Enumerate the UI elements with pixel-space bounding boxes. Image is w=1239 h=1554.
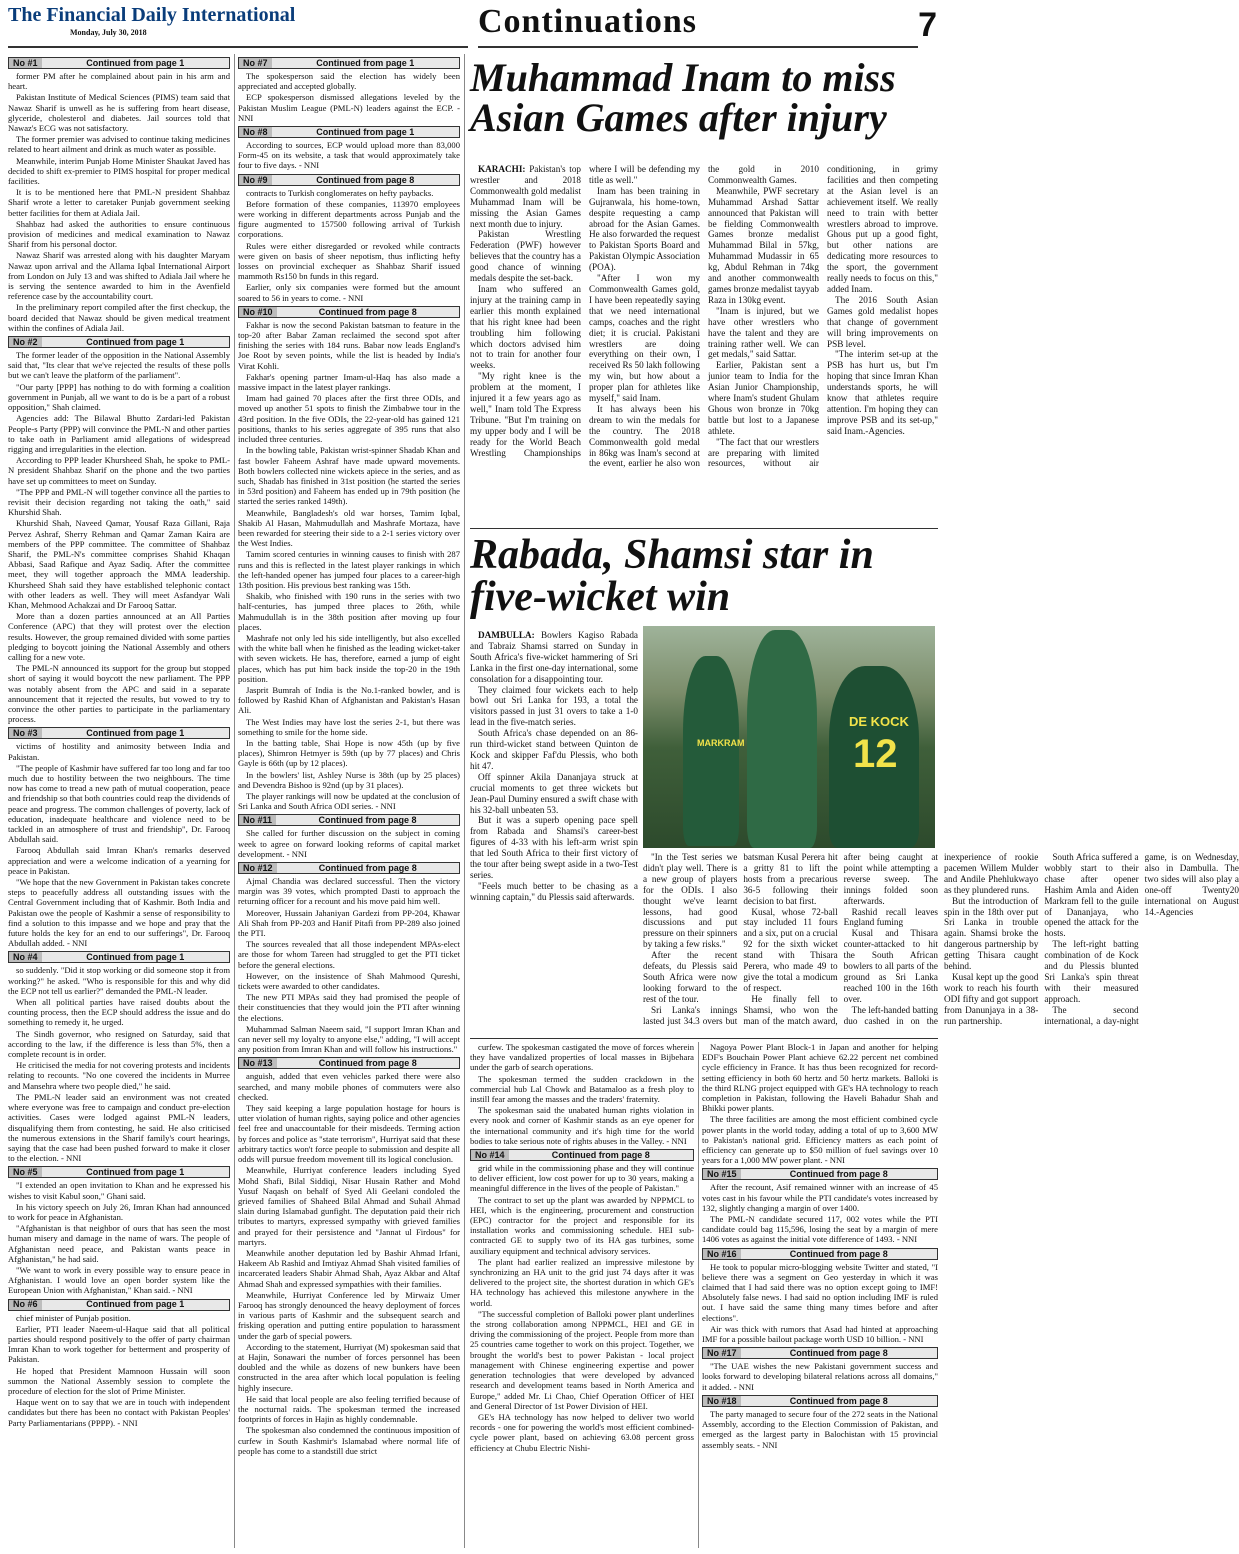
article-paragraph: In the preliminary report compiled after the first checkup, the board decided that Nawaz should be given medical treatment within the confines of Adiala Jail. xyxy=(8,302,230,333)
story-paragraph xyxy=(743,907,837,994)
article-paragraph: "Our party [PPP] has nothing to do with forming a coalition government in Punjab, all we want to do is be a part of a robust opposition," Shah claimed. xyxy=(8,381,230,413)
article-paragraph: She called for further discussion on the subject in coming week to agree on forward looking reforms of capital market development. - NNI xyxy=(238,828,460,859)
cricket-photo xyxy=(643,626,935,848)
continued-text: Continued from page xyxy=(86,1299,177,1310)
story-text: South Africa suffered a wobbly start to their chase after opener Hashim Amla and Aiden Markram fell to the guile of Dananjaya, who opened the attack for the hosts. xyxy=(1044,852,1139,939)
article-paragraph: According to the statement, Hurriyat (M) spokesman said that at Hajin, Sonawari the number of forces personnel has been doubled and the while as dozens of new bunkers have been constructed in the area after which local population is feeling highly insecure. xyxy=(238,1341,460,1393)
article-paragraph: They said keeping a large population hostage for hours is utter violation of human rights, saying police and other agencies feel free and unaccountable for their misdeeds. Terming action by forces and police as "state terrorism", Hurriyat said that these arbitrary tactics won't force people to submission and despite all odds will pursue freedom movement till its logical conclusion. xyxy=(238,1103,460,1165)
article-paragraph: The spokesman also condemned the continuous imposition of curfew in South Kashmir's Islamabad where normal life of people has come to a standstill due strict xyxy=(238,1425,460,1456)
continued-page: 8 xyxy=(882,1348,888,1359)
continued-page: 8 xyxy=(411,1058,417,1069)
article-paragraph: The contract to set up the plant was awarded by NPPMCL to HEI, which is the engineering, procurement and construction (EPC) contractor for the project and responsible for its installation works and commissioning schedule. HEI sub-contracted GE to supply two of its HA gas turbines, some auxiliary equipment and technical advisory services. xyxy=(470,1194,694,1256)
article-paragraph: The plant had earlier realized an impressive milestone by synchronizing an HA unit to the grid just 74 days after it was delivered to the project site, the shortest duration in which GE's HA technology has achieved this milestone anywhere in the world. xyxy=(470,1256,694,1308)
article-paragraph: Farooq Abdullah said Imran Khan's remarks deserved appreciation and were a welcome indication of a yearning for peace in Pakistan. xyxy=(8,845,230,876)
article-paragraph: The spokesman said the unabated human rights violation in every nook and corner of Kashmir stands as an eye opener for the international community and it's high time for the world bodies to take serious note of rights abuses in the Valley. - NNI xyxy=(470,1105,694,1146)
article-paragraph: "The UAE wishes the new Pakistani government success and looks forward to developing bilateral relations across all domains," it added. - NNI xyxy=(702,1361,938,1392)
continued-bar xyxy=(238,1057,460,1069)
continued-page: 8 xyxy=(644,1149,650,1160)
article-paragraph: He hoped that President Mamnoon Hussain will soon summon the National Assembly session to complete the procedure of election for the slot of Prime Minister. xyxy=(8,1365,230,1396)
article-paragraph: Shahbaz had asked the authorities to ensure continuous provision of medicines and medical examination to Nawaz Sharif from his personal doctor. xyxy=(8,218,230,250)
article-paragraph: "Afghanistan is that neighbor of ours that has seen the most human misery and damage in the name of wars. The people of Afghanistan need peace, and Pakistan wants peace in Afghanistan," he had said. xyxy=(8,1223,230,1264)
article-paragraph: Fakhar's opening partner Imam-ul-Haq has also made a massive impact in the latest player rankings. xyxy=(238,371,460,393)
article-paragraph: chief minister of Punjab position. xyxy=(16,1312,131,1323)
article-paragraph: Meanwhile, Bangladesh's old war horses, Tamim Iqbal, Shakib Al Hasan, Mahmudullah and Mashrafe Mortaza, have been rewarded for steering their side to a 2-1 series victory over the West Indies. xyxy=(238,507,460,549)
continued-bar xyxy=(8,1299,230,1311)
article-paragraph: Earlier, only six companies were formed but the amount soared to 56 in years to come. - NNI xyxy=(238,282,460,303)
article-paragraph: After the recount, Asif remained winner with an increase of 45 votes cast in his favour while the PTI candidate's votes increased by 132, slightly changing a margin of over 1400. xyxy=(702,1182,938,1213)
continued-page: 1 xyxy=(179,336,185,347)
story-text: Off spinner Akila Dananjaya struck at crucial moments to get three wickets but Jean-Paul Duminy ensured a swift chase with his 32-ball unbeaten 53. xyxy=(470,771,638,815)
continued-text: Continued from page xyxy=(86,1167,177,1178)
article-paragraph: The spokesperson said the election has widely been appreciated and accepted globally. xyxy=(238,71,460,92)
story-text: The 2016 South Asian Games gold medalist hopes that change of government will bring improvements on PSB level. xyxy=(827,294,938,349)
article-paragraph: The Sindh governor, who resigned on Saturday, said that according to the law, if the difference is less than 5%, then a complete recount is in order. xyxy=(8,1028,230,1060)
article-paragraph: The three facilities are among the most efficient combined cycle power plants in the world today, adding a total of up to 3,600 MW to Pakistan's national grid. Efficiency matters as each point of efficiency can generate up to $50 million of fuel savings over 10 years for a 1,000 MW power plant. - NNI xyxy=(702,1114,938,1166)
story-paragraph xyxy=(643,852,737,950)
article-paragraph: The former leader of the opposition in the National Assembly said that, "Its clear that we've rejected the results of these polls but we can't leave the platform of the parliament". xyxy=(8,350,230,381)
story-text: Pakistan Wrestling Federation (PWF) however believes that the country has a good chance of winning medals despite the set-back. xyxy=(470,229,581,284)
story-1-headline: Muhammad Inam to miss Asian Games after injury xyxy=(470,55,896,140)
continued-bar xyxy=(238,814,460,826)
article-paragraph: However, on the insistence of Shah Mahmood Qureshi, tickets were awarded to other candidates. xyxy=(238,970,460,992)
story-text: Kusal and Thisara counter-attacked to hit the South African bowlers to all parts of the ground as Sri Lanka reached 100 in the 16th over. xyxy=(843,928,938,1004)
article-paragraph: Tamim scored centuries in winning causes to finish with 287 runs and this is reflected in the latest player rankings in which the left-handed opener has jumped four places to a career-high 13th position. His previous best ranking was 15th. xyxy=(238,549,460,590)
article-paragraph: The sources revealed that all those independent MPAs-elect are those for whom Tareen had struggled to get the PTI ticket before the general elections. xyxy=(238,939,460,970)
continued-text: Continued from page xyxy=(86,952,177,963)
article-paragraph: Mashrafe not only led his side intelligently, but also excelled with the white ball when he finished as the leading wicket-taker with seven wickets. He has, therefore, earned a jump of eight places, which has put him back inside the top-20 in the 19th position. xyxy=(238,632,460,684)
article-paragraph: Meanwhile, Hurriyat conference leaders including Syed Mohd Shafi, Bilal Siddiqi, Nisar Husain Rather and Mohd Yusuf Naqash on behalf of Syed Ali Geelani condoled the grieved families of Shaheed Bilal Ahmad and Suhail Ahmad slain during Islamabad gunfight. The deputation paid their rich tributes to martyrs, expressed sympathy with grieved families and prayed for their persistence and "Jannat ul Firdous" for martyrs. xyxy=(238,1165,460,1247)
continued-text: Continued from page xyxy=(318,1058,410,1069)
continued-bar xyxy=(238,57,460,69)
continued-text: Continued from page xyxy=(316,126,407,137)
continued-bar xyxy=(8,57,230,69)
story-2-headline: Rabada, Shamsi star in five-wicket win xyxy=(470,532,874,620)
continued-text: Continued from page xyxy=(789,1248,881,1259)
article-paragraph: Meanwhile another deputation led by Bashir Ahmad Irfani, Hakeem Ab Rashid and Imtiyaz Ahmad Shah visited families of incarcerated leaders Shabir Ahmad Shah, Ayaz Akbar and Altaf Ahmad Shah and expressed sympathies with their families. xyxy=(238,1247,460,1289)
article-paragraph: The spokesman termed the sudden crackdown in the commercial hub Lal Chowk and Batamaloo as a fresh ploy to instill fear among the masses and the traders' fraternity. xyxy=(470,1073,694,1105)
continued-from-label xyxy=(277,307,459,317)
publication-title: The Financial Daily International xyxy=(8,4,296,26)
article-paragraph: anguish, added that even vehicles parked there were also searched, and many mobile phones of commuters were also checked. xyxy=(238,1071,460,1102)
continued-from-label xyxy=(277,863,459,873)
story-paragraph xyxy=(470,229,581,284)
continuation-number: No #5 xyxy=(9,1167,42,1177)
continuation-number: No #6 xyxy=(9,1300,42,1310)
continued-from-label xyxy=(272,175,459,185)
article-paragraph: so suddenly. "Did it stop working or did someone stop it from working?" he asked. "Who is responsible for this and why did the ECP not tell us earlier?" demanded the PML-N leader. xyxy=(8,965,230,996)
article-paragraph: "We hope that the new Government in Pakistan takes concrete steps to peacefully address all outstanding issues with the Central Government including that of Kashmir. Both India and Pakistan owe the people of Kashmir a sense of responsibility to find a solution to this impasse and we hope and pray that the future holds the key for an end to our sufferings", Dr. Farooq Abdullah added. - NNI xyxy=(8,877,231,949)
story-paragraph xyxy=(844,928,938,1004)
story-text: The left-right batting combination of de Kock and du Plessis blunted Sri Lanka's spin threat with their measured approach. xyxy=(1044,939,1139,1004)
continued-page: 8 xyxy=(882,1248,888,1259)
continuation-number: No #14 xyxy=(471,1150,509,1160)
story-paragraph xyxy=(470,728,638,772)
story-2-lead-column xyxy=(470,630,638,1034)
article-paragraph: The West Indies may have lost the series 2-1, but there was something to smile for the home side. xyxy=(238,716,460,737)
story-paragraph xyxy=(1044,852,1138,939)
continued-from-label xyxy=(509,1150,693,1160)
continuation-number: No #9 xyxy=(239,175,272,185)
continued-bar xyxy=(8,951,230,963)
continued-bar xyxy=(238,862,460,874)
continuation-number: No #4 xyxy=(9,952,42,962)
section-header xyxy=(478,2,918,48)
story-text: "Feels much better to be chasing as a winning captain," du Plessis said afterwards. xyxy=(470,880,638,902)
story-paragraph xyxy=(470,164,581,229)
story-paragraph xyxy=(470,881,638,903)
continuation-number: No #7 xyxy=(239,58,272,68)
continued-from-label xyxy=(741,1348,937,1358)
story-paragraph xyxy=(844,907,938,929)
article-paragraph: Agencies add: The Bilawal Bhutto Zardari-led Pakistan People-s Party (PPP) will convince the PML-N and other parties to take oath in Parliament amid allegations of widespread rigging and irregularities in the election. xyxy=(8,413,230,454)
continued-bar xyxy=(702,1168,938,1180)
article-paragraph: Muhammad Salman Naeem said, "I support Imran Khan and can never sell my loyalty to anyone else," adding, "I will accept any position from Imran Khan and will follow his instructions." xyxy=(238,1023,460,1055)
section-title: Continuations xyxy=(478,3,697,40)
column-1 xyxy=(8,54,230,1548)
article-paragraph: Pakistan Institute of Medical Sciences (PIMS) team said that Nawaz Sharif is unwell as he is suffering from heart disease, glyceride, cholesterol and diabetes. Jail sources told that Nawaz's ECG was not satisfactory. xyxy=(8,92,230,134)
article-paragraph: "We want to work in every possible way to ensure peace in Afghanistan. I would love an open border system like the European Union with Afghanistan," Khan said. - NNI xyxy=(8,1264,230,1296)
article-paragraph: curfew. The spokesman castigated the move of forces wherein they have vandalized properties of local masses in Bijbehara under the garb of search operations. xyxy=(470,1042,694,1073)
article-paragraph: He criticised the media for not covering protests and incidents relating to recounts. "No one covered the incidents in Murree and Mansehra where two people died," he said. xyxy=(8,1060,230,1091)
continued-text: Continued from page xyxy=(551,1149,643,1160)
continued-bar xyxy=(238,306,460,318)
continued-text: Continued from page xyxy=(316,57,407,68)
story-paragraph xyxy=(827,295,938,350)
masthead xyxy=(8,4,468,48)
issue-date: Monday, July 30, 2018 xyxy=(70,28,147,37)
continued-from-label xyxy=(42,337,229,347)
continued-text: Continued from page xyxy=(86,728,177,739)
dateline: DAMBULLA: xyxy=(478,630,535,640)
continued-text: Continued from page xyxy=(318,862,410,873)
story-text: The left-handed batting duo cashed in on the inexperience of rookie pacemen Willem Mulder and Andile Phehlukwayo as they plundered runs. xyxy=(843,852,1039,1026)
story-1-body xyxy=(470,164,938,524)
article-paragraph: Ajmal Chandia was declared successful. Then the victory margin was 39 votes, which prompted Dasti to approach the returning officer for a recount and his move paid him well. xyxy=(238,876,460,907)
story-text: But the introduction of spin in the 18th over put Sri Lanka in trouble again. Shamsi broke the dangerous partnership by getting Thisara caught behind. xyxy=(943,895,1039,972)
continued-bar xyxy=(702,1248,938,1260)
continued-text: Continued from page xyxy=(86,336,177,347)
article-paragraph: He took to popular micro-blogging website Twitter and stated, "I believe there was a segment on Geo yesterday in which it was claimed that I had said there was no option except going to IMF! Absolutely false news. I had said no option including IMF is ruled out. I have said the same thing many times before and after elections". xyxy=(702,1261,938,1323)
story-text: "In the Test series we didn't play well. There is a new group of players for the ODIs. I also thought we've learnt lessons, had good discussions and put pressure on their spinners by taking a few risks." xyxy=(643,852,738,950)
continued-from-label xyxy=(741,1249,937,1259)
story-paragraph xyxy=(589,186,700,273)
article-paragraph: ECP spokesperson dismissed allegations leveled by the Pakistan Muslim League (PML-N) leaders against the ECP. - NNI xyxy=(238,92,460,123)
continued-page: 8 xyxy=(411,815,417,826)
story-paragraph xyxy=(944,972,1038,1027)
article-paragraph: Air was thick with rumors that Asad had hinted at approaching IMF for a possible bailout package worth USD 10 billion. - NNI xyxy=(702,1323,938,1345)
story-text: South Africa's chase depended on an 86-run third-wicket stand between Quinton de Kock and skipper Faf'du Plessis, who both hit 47. xyxy=(470,728,638,771)
article-paragraph: Meanwhile, Hurriyat Conference led by Mirwaiz Umer Farooq has strongly denounced the heavy deployment of forces in various parts of Kashmir and the subsequent search and frisking operation and putting entire population to harassment under the garb of special powers. xyxy=(238,1289,460,1341)
continued-page: 1 xyxy=(179,1299,185,1310)
continued-bar xyxy=(702,1395,938,1407)
continued-bar xyxy=(8,336,230,348)
continuation-number: No #13 xyxy=(239,1058,277,1068)
continued-page: 1 xyxy=(179,728,185,739)
dateline: KARACHI: xyxy=(478,164,526,174)
continuation-number: No #1 xyxy=(9,58,42,68)
story-paragraph xyxy=(470,685,638,729)
continued-bar xyxy=(470,1149,694,1161)
continued-from-label xyxy=(272,127,459,137)
story-text: Earlier, Pakistan sent a junior team to India for the Asian Junior Championship, where Inam's student Ghulam Ghous won bronze in 70kg battle but lost to a Japanese athlete. xyxy=(708,360,819,436)
continued-page: 8 xyxy=(411,306,417,317)
story-2-lower-columns xyxy=(643,852,1239,1034)
article-paragraph: "I extended an open invitation to Khan and he expressed his wishes to visit Kabul soon," Ghani said. xyxy=(8,1180,230,1201)
article-paragraph: Imam had gained 70 places after the first three ODIs, and moved up another 51 spots to finish the Zimbabwe tour in the 43rd position. In the five ODIs, the 22-year-old has gained 121 positions, thanks to his series aggregate of 395 runs that also included three centuries. xyxy=(238,393,460,445)
article-paragraph: "The successful completion of Balloki power plant underlines the strong collaboration among NPPMCL, HEI and GE in driving the commissioning of the project. People from more than 25 countries came together to work on this project. Together, we brought the world's best to power Pakistan - local project management with Chinese engineering expertise and power generation technologies that were developed by advanced research and development teams based in North America and Europe," added Mr. Li Chao, Chief Operation Officer of HEI and General Director of 1st Power Division of HEI. xyxy=(470,1308,694,1411)
continued-page: 8 xyxy=(411,862,417,873)
page-number: 7 xyxy=(918,6,937,44)
story-text: Kusal kept up the good work to reach his fourth ODI fifty and got support from Danunjaya in a 38-run partnership. xyxy=(943,971,1039,1026)
article-paragraph: Shakib, who finished with 190 runs in the series with two half-centuries, has jumped three places to 26th, while Mahmudullah is in the 38th position after moving up four places. xyxy=(238,591,460,632)
story-paragraph xyxy=(470,815,638,880)
continued-page: 1 xyxy=(179,952,185,963)
article-paragraph: When all political parties have raised doubts about the counting process, then the ECP should address the issue and do something to remedy it, he urged. xyxy=(8,997,230,1028)
continued-from-label xyxy=(272,58,459,68)
continued-page: 8 xyxy=(882,1395,888,1406)
continued-bar xyxy=(8,727,230,739)
story-text: Pakistan's top wrestler and 2018 Commonwealth gold medalist Muhammad Inam will be missing the Asian Games next month due to injury. xyxy=(470,164,582,229)
article-paragraph: The party managed to secure four of the 272 seats in the National Assembly, according to the Election Commission of Pakistan, and emerged as the largest party in Balochistan with 15 provincial assembly seats. - NNI xyxy=(702,1408,938,1450)
story-text: Meanwhile, PWF secretary Muhammad Arshad Sattar announced that Pakistan will be fielding Commonwealth Games bronze medalist Muhammad Bilal in 57kg, Muhammad Mudassir in 65 kg, Abdul Rehman in 74kg and another commonwealth games bronze medalist tayyab Raza in 130kg event. xyxy=(708,185,819,305)
continuation-number: No #18 xyxy=(703,1396,741,1406)
story-text: "The interim set-up at the PSB has hurt us, but I'm hoping that since Imran Khan understands sports, he will know that athletes require attention. I'm hoping they can improve PSB and its set-up," said Inam.-Agencies. xyxy=(827,349,938,436)
article-paragraph: He said that local people are also feeling terrified because of the nocturnal raids. The spokesman termed the increased footprints of forces in Hajin as highly condemnable. xyxy=(238,1393,460,1425)
story-paragraph xyxy=(470,772,638,816)
continuation-number: No #17 xyxy=(703,1348,741,1358)
article-paragraph: Meanwhile, interim Punjab Home Minister Shaukat Javed has decided to shift ex-premier to PIMS hospital for proper medical facilities. xyxy=(8,155,230,187)
column-4-lower xyxy=(702,1042,938,1548)
article-paragraph: victims of hostility and animosity between India and Pakistan. xyxy=(8,741,230,762)
continuation-number: No #16 xyxy=(703,1249,741,1259)
article-paragraph: Nagoya Power Plant Block-1 in Japan and another for helping EDF's Bouchain Power Plant achieve 62.22 percent net combined cycle efficiency in France. It has thus been recognized for record-setting efficiency in both 60 hertz and 50 hertz markets. Balloki is the third RLNG project equipped with GE's HA technology to reach completion in Pakistan, following the Haveli Bahadur Shah and Bhikki power plants. xyxy=(702,1042,938,1114)
continuation-number: No #10 xyxy=(239,307,277,317)
story-text: After the recent defeats, du Plessis said South Africa were now looking forward to the rest of the tour. xyxy=(643,950,738,1004)
continued-text: Continued from page xyxy=(789,1348,881,1359)
story-text: Rashid recall leaves England fuming xyxy=(843,906,938,928)
article-paragraph: "The PPP and PML-N will together convince all the parties to revisit their decision regarding not taking the oath," said Khurshid Shah. xyxy=(8,486,230,518)
continuation-number: No #2 xyxy=(9,337,42,347)
story-paragraph xyxy=(470,284,581,371)
continued-from-label xyxy=(42,1299,229,1309)
story-paragraph xyxy=(589,273,700,404)
story-paragraph xyxy=(1044,939,1138,1004)
continuation-number: No #3 xyxy=(9,728,42,738)
story-paragraph xyxy=(708,306,819,361)
article-paragraph: contracts to Turkish conglomerates on hefty paybacks. xyxy=(246,187,434,198)
continued-bar xyxy=(8,1166,230,1178)
continued-from-label xyxy=(42,58,229,68)
story-text: "The fact that our wrestlers are preparing with limited resources, without air conditioning, in grimy facilities and then competing at the Asian level is an achievement itself. We really need to train with better wrestlers abroad to improve. Ghous put up a good fight, but other nations are dedicating more resources to the sport, the government really needs to focus on this," added Inam. xyxy=(708,164,938,469)
continuation-number: No #8 xyxy=(239,127,272,137)
continued-page: 8 xyxy=(882,1169,888,1180)
story-paragraph xyxy=(708,360,819,436)
continued-from-label xyxy=(741,1396,937,1406)
continued-page: 1 xyxy=(179,57,185,68)
story-text: It has always been his dream to win the medals for the country. The 2018 Commonwealth gold medal in 86kg was Inam's second at the event, earlier he also won the gold in 2010 Commonwealth Games. xyxy=(589,164,819,469)
story-text: "Inam is injured, but we have other wrestlers who have the talent and they are training rather well. We can get medals," said Sattar. xyxy=(708,305,819,360)
column-3-lower xyxy=(470,1042,694,1548)
article-paragraph: Earlier, PTI leader Naeem-ul-Haque said that all political parties should respond positively to the offer of party chairman Imran Khan to work together for betterment and prosperity of Pakistan. xyxy=(8,1323,230,1365)
article-paragraph: Nawaz Sharif was arrested along with his daughter Maryam Nawaz upon arrival and the Allama Iqbal International Airport from London on July 13 and was shifted to Adiala Jail where he is serving the sentence awarded to him in the Avenfield reference case by the accountability court. xyxy=(8,250,230,302)
continued-from-label xyxy=(277,1058,459,1068)
article-paragraph: The PML-N announced its support for the group but stopped short of saying it would boycott the new parliament. The PPP was notably absent from the APC and said in a separate announcement that it rejected the results, but vowed to try to convince the other parties to participate in the parliamentary process. xyxy=(8,663,230,725)
continued-page: 1 xyxy=(409,57,415,68)
article-paragraph: The PML-N leader said an environment was not created where everyone was free to campaign and conduct pre-election activities. Cases were lodged against PML-N leaders, disqualifying them from contesting, he said. He also criticised the numerous extensions in the Sharif family's court hearings, saying that the case had been pushed forward to make it closer to the election. - NNI xyxy=(8,1091,230,1164)
article-paragraph: According to PPP leader Khursheed Shah, he spoke to PML-N president Shahbaz Sharif on the phone and the two parties have set up committees to meet on Sunday. xyxy=(8,455,230,486)
article-paragraph: GE's HA technology has now helped to deliver two world records - one for powering the world's most efficient combined-cycle power plant, based on achieving 63.08 percent gross efficiency at Chubu Electric Nishi- xyxy=(470,1411,694,1453)
article-paragraph: "The people of Kashmir have suffered far too long and far too much due to hostility between the two neighbours. The time now has come to tread a new path of mutual cooperation, peace and friendship so that both countries could reap the dividends of peace and progress. The common challenges of poverty, lack of education, inadequate healthcare and violence need to be tackled in an atmosphere of trust and friendship", Dr. Farooq Abdullah said. xyxy=(8,762,230,845)
article-paragraph: Fakhar is now the second Pakistan batsman to feature in the top-20 after Babar Zaman reclaimed the second spot after finishing the series with 184 runs. Babar now leads England's Joe Root by seven points, while the list is headed by India's Virat Kohli. xyxy=(238,319,460,371)
continued-text: Continued from page xyxy=(789,1395,881,1406)
continued-text: Continued from page xyxy=(318,306,410,317)
story-text: "After I won my Commonwealth Games gold, I have been repeatedly saying that we need international camps, coaches and the right diet; it is crucial. Pakistani wrestlers are doing everything on their own, I received Rs 50 lakh following my win, but how about a proper plan for athletes like myself," said Inam. xyxy=(589,273,700,404)
continued-from-label xyxy=(276,815,459,825)
story-text: But it was a superb opening pace spell from Rabada and Shamsi's career-best figures of 4-33 with his left-arm wrist spin that led South Africa to their first victory of the tour after being swept aside in a two-Test series. xyxy=(470,815,638,880)
article-paragraph: It is to be mentioned here that PML-N president Shahbaz Sharif wrote a letter to caretaker Punjab government seeking better facilities for them at Adiala Jail. xyxy=(8,187,230,218)
continued-from-label xyxy=(42,728,229,738)
article-paragraph: In the batting table, Shai Hope is now 45th (up by five places), Shimron Hetmyer is 59th (up by 77 places) and Chris Gayle is 66th (up by 12 places). xyxy=(238,737,460,769)
story-paragraph xyxy=(944,896,1038,972)
story-paragraph xyxy=(827,349,938,436)
story-text: Inam who suffered an injury at the training camp in earlier this month explained that his right knee had been troubling him following which doctors advised him not to train for another four weeks. xyxy=(470,283,581,371)
article-paragraph: Haque went on to say that we are in touch with independent candidates but there has been no contact with Pakistan Peoples' Party Parliamentarians (PPPP). - NNI xyxy=(8,1397,230,1428)
article-paragraph: former PM after he complained about pain in his arm and heart. xyxy=(8,71,230,92)
column-2 xyxy=(238,54,460,1548)
continued-text: Continued from page xyxy=(789,1169,881,1180)
story-text: Bowlers Kagiso Rabada and Tabraiz Shamsi starred on Sunday in South Africa's five-wicket hammering of Sri Lanka in the first one-day international, some consolation for a disappointing tour. xyxy=(470,630,639,684)
continued-from-label xyxy=(741,1169,937,1179)
article-paragraph: According to sources, ECP would upload more than 83,000 Form-45 on its website, a task that would approximately take four to five days. - NNI xyxy=(238,140,460,171)
continued-bar xyxy=(702,1347,938,1359)
story-text: Kusal, whose 72-ball stay included 11 fours and a six, put on a crucial 92 for the sixth wicket stand with Thisara Perera, who made 49 to give the total a modicum of respect. xyxy=(743,906,838,993)
story-paragraph xyxy=(708,186,819,306)
continued-bar xyxy=(238,174,460,186)
continued-page: 8 xyxy=(409,174,415,185)
article-paragraph: In the bowlers' list, Ashley Nurse is 38th (up by 25 places) and Devendra Bishoo is 92nd (up by 31 places). xyxy=(238,769,460,790)
article-paragraph: Khurshid Shah, Naveed Qamar, Yousaf Raza Gillani, Raja Pervez Ashraf, Sherry Rehman and Qamar Zaman Kaira are members of the PPP committee. The committee of Shahbaz Sharif, the PML-N's committee comprises Shahid Khaqan Abbasi, Saad Rafique and Ayaz Sadiq. After the committee meet, they will together approach the MMA leadership. Khursheed Shah said they have established telephonic contact with other leaders as well. They will meet Asfandyar Wali Khan, Mehmood Achakzai and Dr Farooq Sattar. xyxy=(8,518,230,610)
continued-from-label xyxy=(42,1167,229,1177)
article-paragraph: The former premier was advised to continue taking medicines related to heart ailment and drink as much water as possible. xyxy=(8,134,230,155)
article-paragraph: The new PTI MPAs said they had promised the people of their constituencies that they would join the PTI after winning the elections. xyxy=(238,992,460,1023)
continued-page: 1 xyxy=(409,126,415,137)
article-paragraph: Jasprit Bumrah of India is the No.1-ranked bowler, and is followed by Rashid Khan of Afghanistan and Pakistan's Hasan Ali. xyxy=(238,684,460,716)
continued-text: Continued from page xyxy=(318,815,409,826)
story-text: Inam has been training in Gujranwala, his home-town, despite requesting a camp abroad for the Asian Games. He also forwarded the request to Pakistan Sports Board and Pakistan Olympic Association (POA). xyxy=(589,185,700,273)
continued-page: 1 xyxy=(179,1167,185,1178)
article-paragraph: In his victory speech on July 26, Imran Khan had announced to work for peace in Afghanistan. xyxy=(8,1201,230,1222)
continuation-number: No #15 xyxy=(703,1169,741,1179)
article-paragraph: Rules were either disregarded or revoked while contracts were given on basis of sheer nepotism, thus inflicting hefty losses on provincial exchequer as Shahbaz Sharif issued mammoth Rs150 bn funds in this regard. xyxy=(238,240,460,282)
story-text: He finally fell to Shamsi, who won the man of the match award, after being caught at point while attempting a reverse sweep. The innings folded soon afterwards. xyxy=(743,852,938,1026)
jersey-name-1: MARKRAM xyxy=(697,738,745,748)
continued-text: Continued from page xyxy=(316,174,407,185)
story-paragraph xyxy=(643,950,737,1005)
story-text: The second international, a day-night game, is on Wednesday, also in Dambulla. The two sides will also play a one-off Twenty20 international on August 14.-Agencies xyxy=(1044,852,1239,1026)
jersey-name-2: DE KOCK xyxy=(849,714,909,729)
article-paragraph: More than a dozen parties announced at an All Parties Conference (APC) that they will protest over the election results. However, the group remained divided with some parties pledging to boycott joining the National Assembly and others calling for a new vote. xyxy=(8,611,230,662)
jersey-number: 12 xyxy=(853,732,898,776)
continued-text: Continued from page xyxy=(86,57,177,68)
story-text: Sri Lanka's innings lasted just 34.3 overs but batsman Kusal Perera hit a gritty 81 to lift the hosts from a precarious 36-5 following their decision to bat first. xyxy=(643,852,838,1026)
continuation-number: No #12 xyxy=(239,863,277,873)
story-text: They claimed four wickets each to help bowl out Sri Lanka for 193, a total the visitors passed in just 31 overs to take a 1-0 lead in the five-match series. xyxy=(470,684,638,728)
article-paragraph: Moreover, Hussain Jahaniyan Gardezi from PP-204, Khawar Ali Shah from PP-203 and Hanif Pitafi from PP-289 also joined the PTI. xyxy=(238,907,460,939)
continued-bar xyxy=(238,126,460,138)
story-paragraph xyxy=(470,630,638,685)
continuation-number: No #11 xyxy=(239,815,276,825)
article-paragraph: The player rankings will now be updated at the conclusion of Sri Lanka and South Africa ODI series. - NNI xyxy=(238,791,460,812)
article-paragraph: Before formation of these companies, 113970 employees were working in different departments across Punjab and the figure augmented to 157500 following arrival of Turkish corporations. xyxy=(238,198,460,240)
article-paragraph: In the bowling table, Pakistan wrist-spinner Shadab Khan and fast bowler Faheem Ashraf have made upward movements. Both bowlers collected nine wickets apiece in the series, and as such, Shadab has finished in 31st position (he started the series in 53rd position) and Faheem has ended up in 79th position (he started the series ranked 149th). xyxy=(238,445,460,507)
continued-from-label xyxy=(42,952,229,962)
article-paragraph: The PML-N candidate secured 117, 002 votes while the PTI candidate could bag 115,596, losing the seat by a margin of mere 1406 votes as against the initial vote difference of 1493. - NNI xyxy=(702,1214,938,1245)
story-text: "My right knee is the problem at the moment, I injured it a few years ago as well," Inam told The Express Tribune. "But I'm training on my upper body and I will be ready for the World Beach Wrestling Championships where I will be defending my title as well." xyxy=(470,164,700,458)
article-paragraph: grid while in the commissioning phase and they will continue to deliver efficient, low cost power for up to 30 years, making a meaningful difference in the lives of the people of Pakistan." xyxy=(470,1163,694,1194)
